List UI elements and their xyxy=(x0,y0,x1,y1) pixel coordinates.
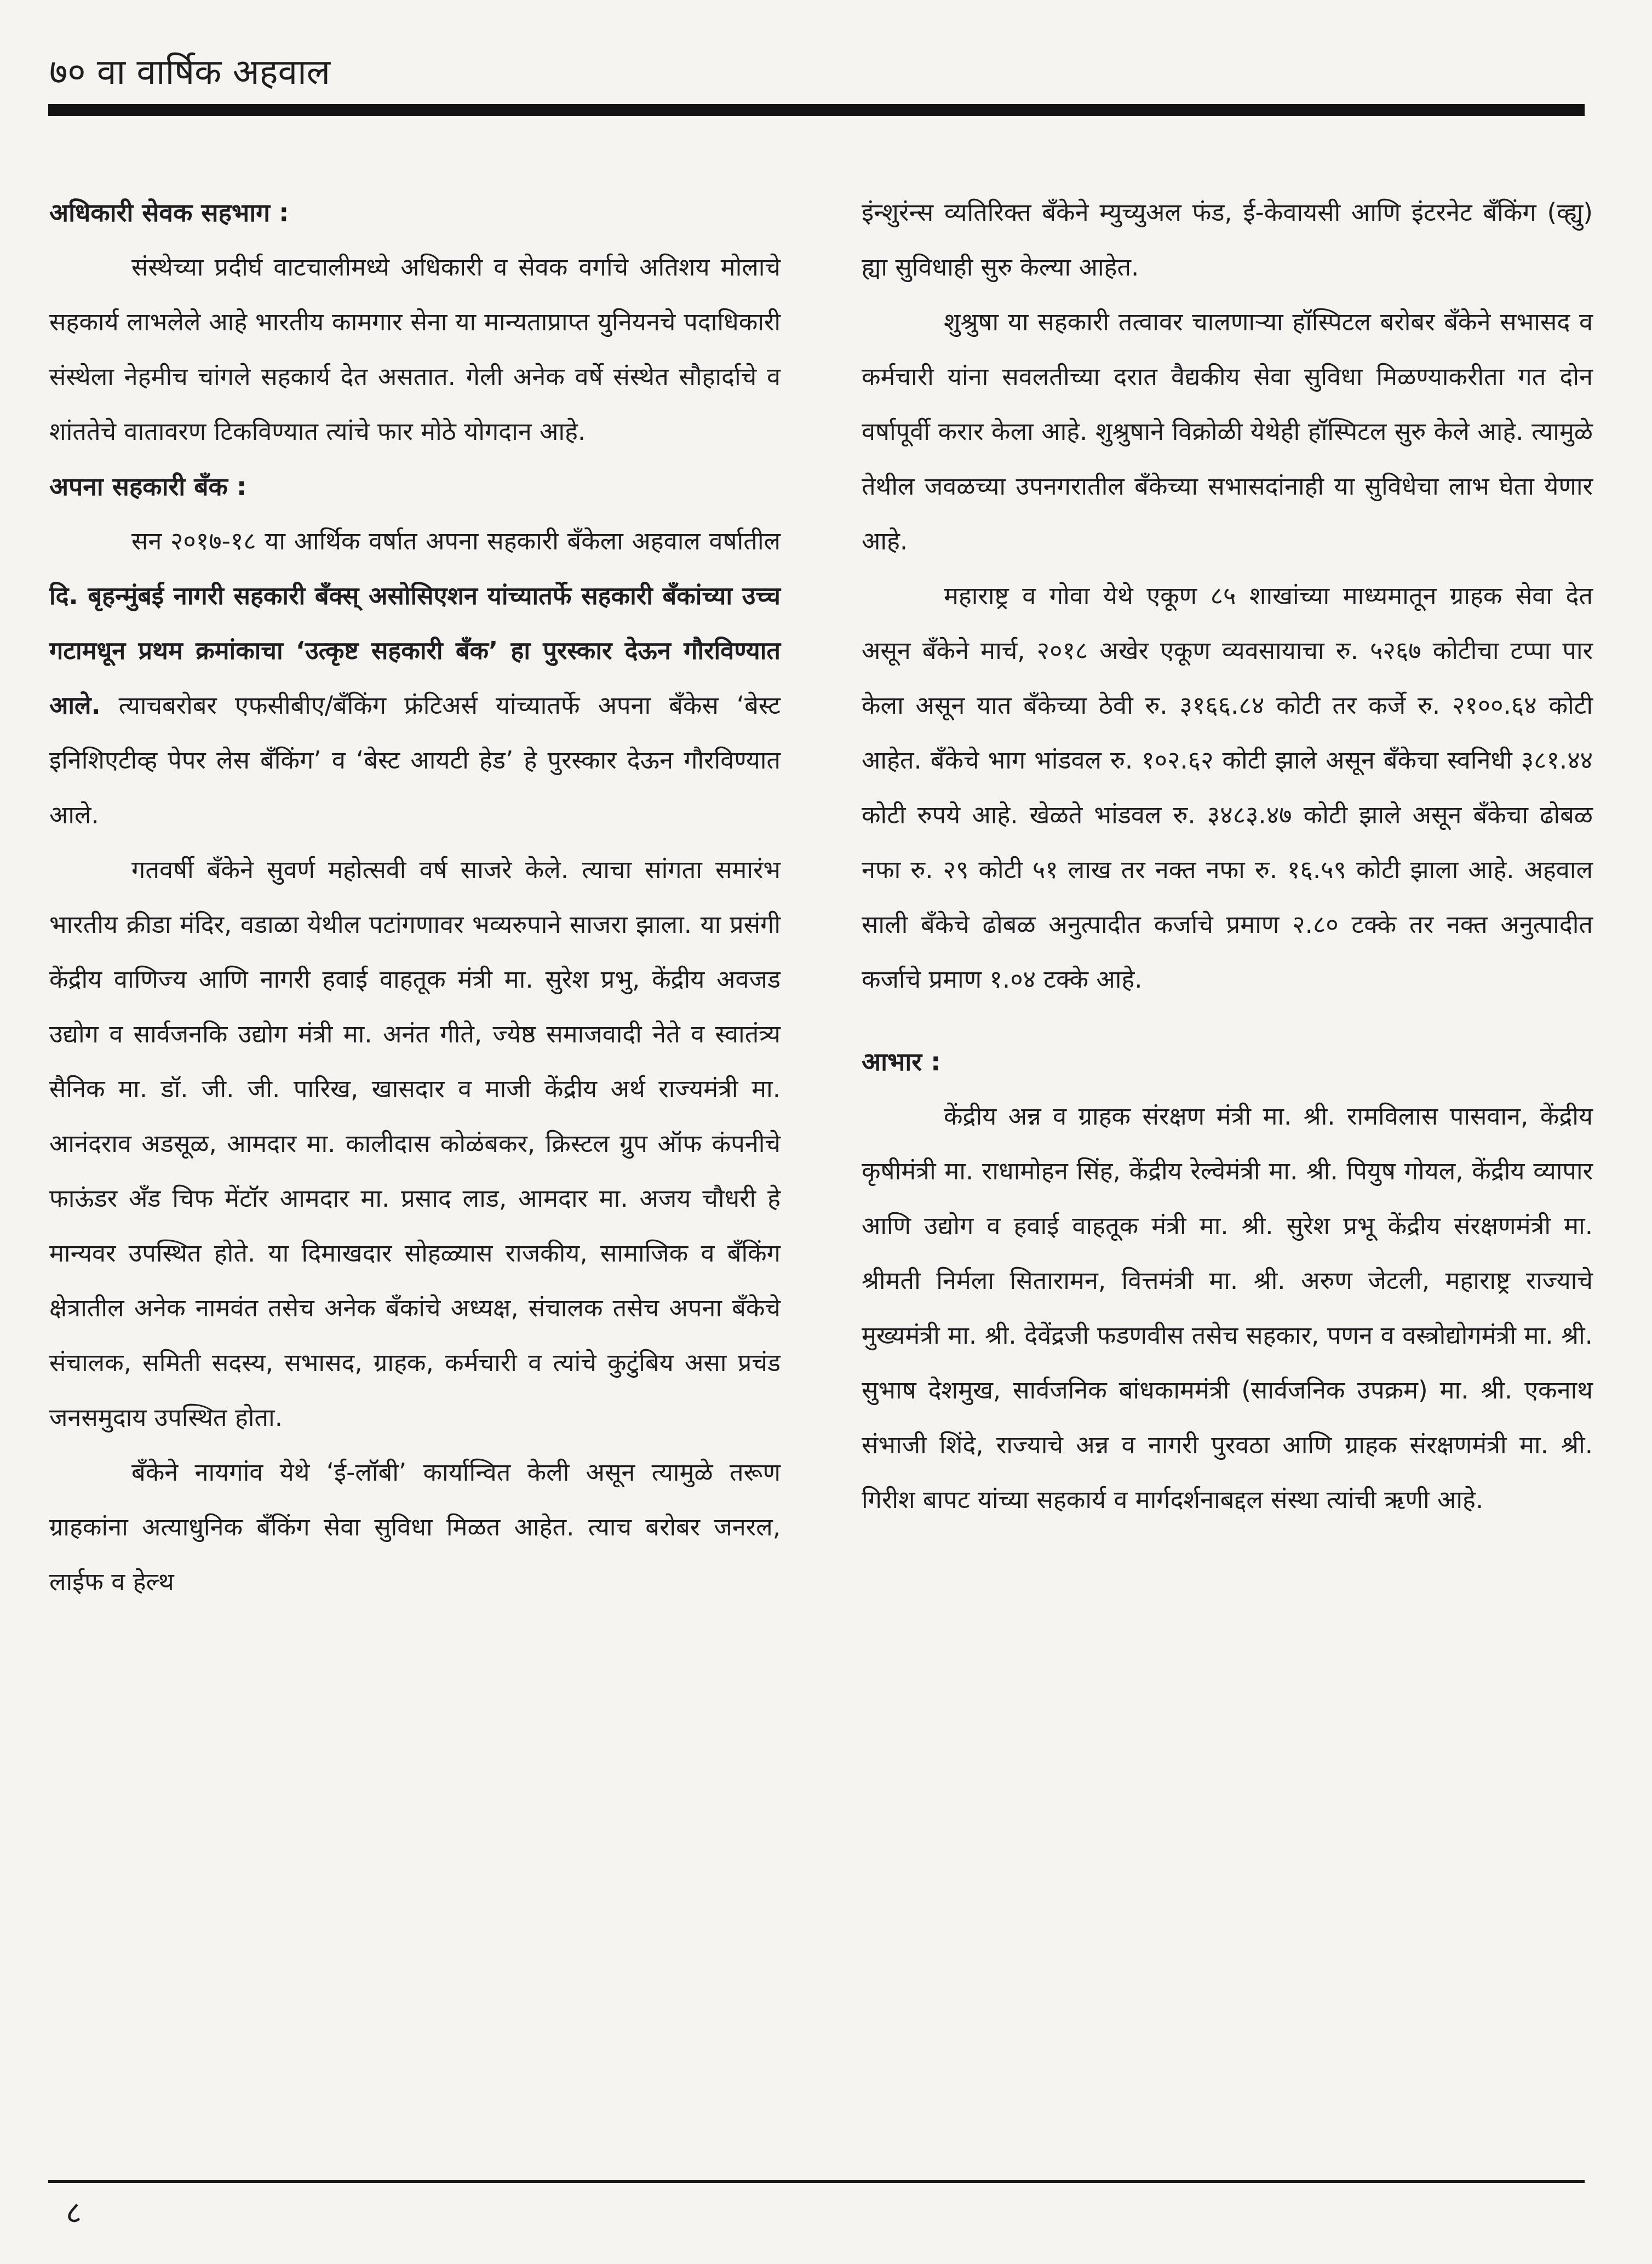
awards-text-bold: दि. बृहन्मुंबई नागरी सहकारी बँक्स् असोसिएशन यांच्यातर्फे सहकारी बँकांच्या उच्च गटामधून प्रथम क्रमांकाचा ‘उत्कृष्ट सहकारी बँक’ हा पुरस्कार देऊन गौरविण्यात आले. xyxy=(49,581,781,720)
running-header-title: ७० वा वार्षिक अहवाल xyxy=(49,52,331,93)
footer-rule xyxy=(48,2180,1585,2183)
right-column xyxy=(862,185,1593,1527)
paragraph-officer-staff: संस्थेच्या प्रदीर्घ वाटचालीमध्ये अधिकारी व सेवक वर्गाचे अतिशय मोलाचे सहकार्य लाभलेले आहे भारतीय कामगार सेना या मान्यताप्राप्त युनियनचे पदाधिकारी संस्थेला नेहमीच चांगले सहकार्य देत असतात. गेली अनेक वर्षे संस्थेत सौहार्दाचे व शांततेचे वातावरण टिकविण्यात त्यांचे फार मोठे योगदान आहे. xyxy=(49,253,781,446)
paragraph-business-figures: महाराष्ट्र व गोवा येथे एकूण ८५ शाखांच्या माध्यमातून ग्राहक सेवा देत असून बँकेने मार्च, २०१८ अखेर एकूण व्यवसायाचा रु. ५२६७ कोटीचा टप्पा पार केला असून यात बँकेच्या ठेवी रु. ३१६६.८४ कोटी तर कर्जे रु. २१००.६४ कोटी आहेत. बँकेचे भाग भांडवल रु. १०२.६२ कोटी झाले असून बँकेचा स्वनिधी ३८१.४४ कोटी रुपये आहे. खेळते भांडवल रु. ३४८३.४७ कोटी झाले असून बँकेचा ढोबळ नफा रु. २९ कोटी ५१ लाख तर नक्त नफा रु. १६.५९ कोटी झाला आहे. अहवाल साली बँकेचे ढोबळ अनुत्पादीत कर्जाचे प्रमाण २.८० टक्के तर नक्त अनुत्पादीत कर्जाचे प्रमाण १.०४ टक्के आहे. xyxy=(862,581,1593,994)
paragraph-awards xyxy=(49,514,781,842)
awards-text-start: सन २०१७-१८ या आर्थिक वर्षात अपना सहकारी बँकेला अहवाल वर्षातील xyxy=(131,526,781,555)
paragraph-insurance-continued: इंन्शुरंन्स व्यतिरिक्त बँकेने म्युच्युअल फंड, ई-केवायसी आणि इंटरनेट बँकिंग (व्ह्यु) ह्या सुविधाही सुरु केल्या आहेत. xyxy=(862,198,1593,282)
section-title-thanks: आभार : xyxy=(862,1047,941,1076)
left-column xyxy=(49,185,781,1609)
paragraph-golden-jubilee: गतवर्षी बँकेने सुवर्ण महोत्सवी वर्ष साजरे केले. त्याचा सांगता समारंभ भारतीय क्रीडा मंदिर, वडाळा येथील पटांगणावर भव्यरुपाने साजरा झाला. या प्रसंगी केंद्रीय वाणिज्य आणि नागरी हवाई वाहतूक मंत्री मा. सुरेश प्रभु, केंद्रीय अवजड उद्योग व सार्वजनकि उद्योग मंत्री मा. अनंत गीते, ज्येष्ठ समाजवादी नेते व स्वातंत्र्य सैनिक मा. डॉ. जी. जी. पारिख, खासदार व माजी केंद्रीय अर्थ राज्यमंत्री मा. आनंदराव अडसूळ, आमदार मा. कालीदास कोळंबकर, क्रिस्टल ग्रुप ऑफ कंपनीचे फाऊंडर अँड चिफ मेंटॉर आमदार मा. प्रसाद लाड, आमदार मा. अजय चौधरी हे मान्यवर उपस्थित होते. या दिमाखदार सोहळ्यास राजकीय, सामाजिक व बँकिंग क्षेत्रातील अनेक नामवंत तसेच अनेक बँकांचे अध्यक्ष, संचालक तसेच अपना बँकेचे संचालक, समिती सदस्य, सभासद, ग्राहक, कर्मचारी व त्यांचे कुटुंबिय असा प्रचंड जनसमुदाय उपस्थित होता. xyxy=(49,855,781,1432)
section-title-apna-bank: अपना सहकारी बँक : xyxy=(49,472,247,501)
section-gap xyxy=(862,1007,1593,1034)
paragraph-thanks: केंद्रीय अन्न व ग्राहक संरक्षण मंत्री मा. श्री. रामविलास पासवान, केंद्रीय कृषीमंत्री मा. राधामोहन सिंह, केंद्रीय रेल्वेमंत्री मा. श्री. पियुष गोयल, केंद्रीय व्यापार आणि उद्योग व हवाई वाहतूक मंत्री मा. श्री. सुरेश प्रभू केंद्रीय संरक्षणमंत्री मा. श्रीमती निर्मला सितारामन, वित्तमंत्री मा. श्री. अरुण जेटली, महाराष्ट्र राज्याचे मुख्यमंत्री मा. श्री. देवेंद्रजी फडणवीस तसेच सहकार, पणन व वस्त्रोद्योगमंत्री मा. श्री. सुभाष देशमुख, सार्वजनिक बांधकाममंत्री (सार्वजनिक उपक्रम) मा. श्री. एकनाथ संभाजी शिंदे, राज्याचे अन्न व नागरी पुरवठा आणि ग्राहक संरक्षणमंत्री मा. श्री. गिरीश बापट यांच्या सहकार्य व मार्गदर्शनाबद्दल संस्था त्यांची ऋणी आहे. xyxy=(862,1102,1593,1514)
page-number: ८ xyxy=(66,2195,82,2231)
paragraph-e-lobby: बँकेने नायगांव येथे ‘ई-लॉबी’ कार्यान्वित केली असून त्यामुळे तरूण ग्राहकांना अत्याधुनिक बँकिंग सेवा सुविधा मिळत आहेत. त्याच बरोबर जनरल, लाईफ व हेल्थ xyxy=(49,1458,781,1596)
section-title-officer-staff: अधिकारी सेवक सहभाग : xyxy=(49,198,289,227)
header-rule xyxy=(48,104,1585,116)
awards-text-end: त्याचबरोबर एफसीबीए/बँकिंग फ्रंटिअर्स यांच्यातर्फे अपना बँकेस ‘बेस्ट इनिशिएटीव्ह पेपर लेस बँकिंग’ व ‘बेस्ट आयटी हेड’ हे पुरस्कार देऊन गौरविण्यात आले. xyxy=(49,691,781,829)
paragraph-hospital: शुश्रुषा या सहकारी तत्वावर चालणाऱ्या हॉस्पिटल बरोबर बँकेने सभासद व कर्मचारी यांना सवलतीच्या दरात वैद्यकीय सेवा सुविधा मिळण्याकरीता गत दोन वर्षापूर्वी करार केला आहे. शुश्रुषाने विक्रोळी येथेही हॉस्पिटल सुरु केले आहे. त्यामुळे तेथील जवळच्या उपनगरातील बँकेच्या सभासदांनाही या सुविधेचा लाभ घेता येणार आहे. xyxy=(862,307,1593,555)
